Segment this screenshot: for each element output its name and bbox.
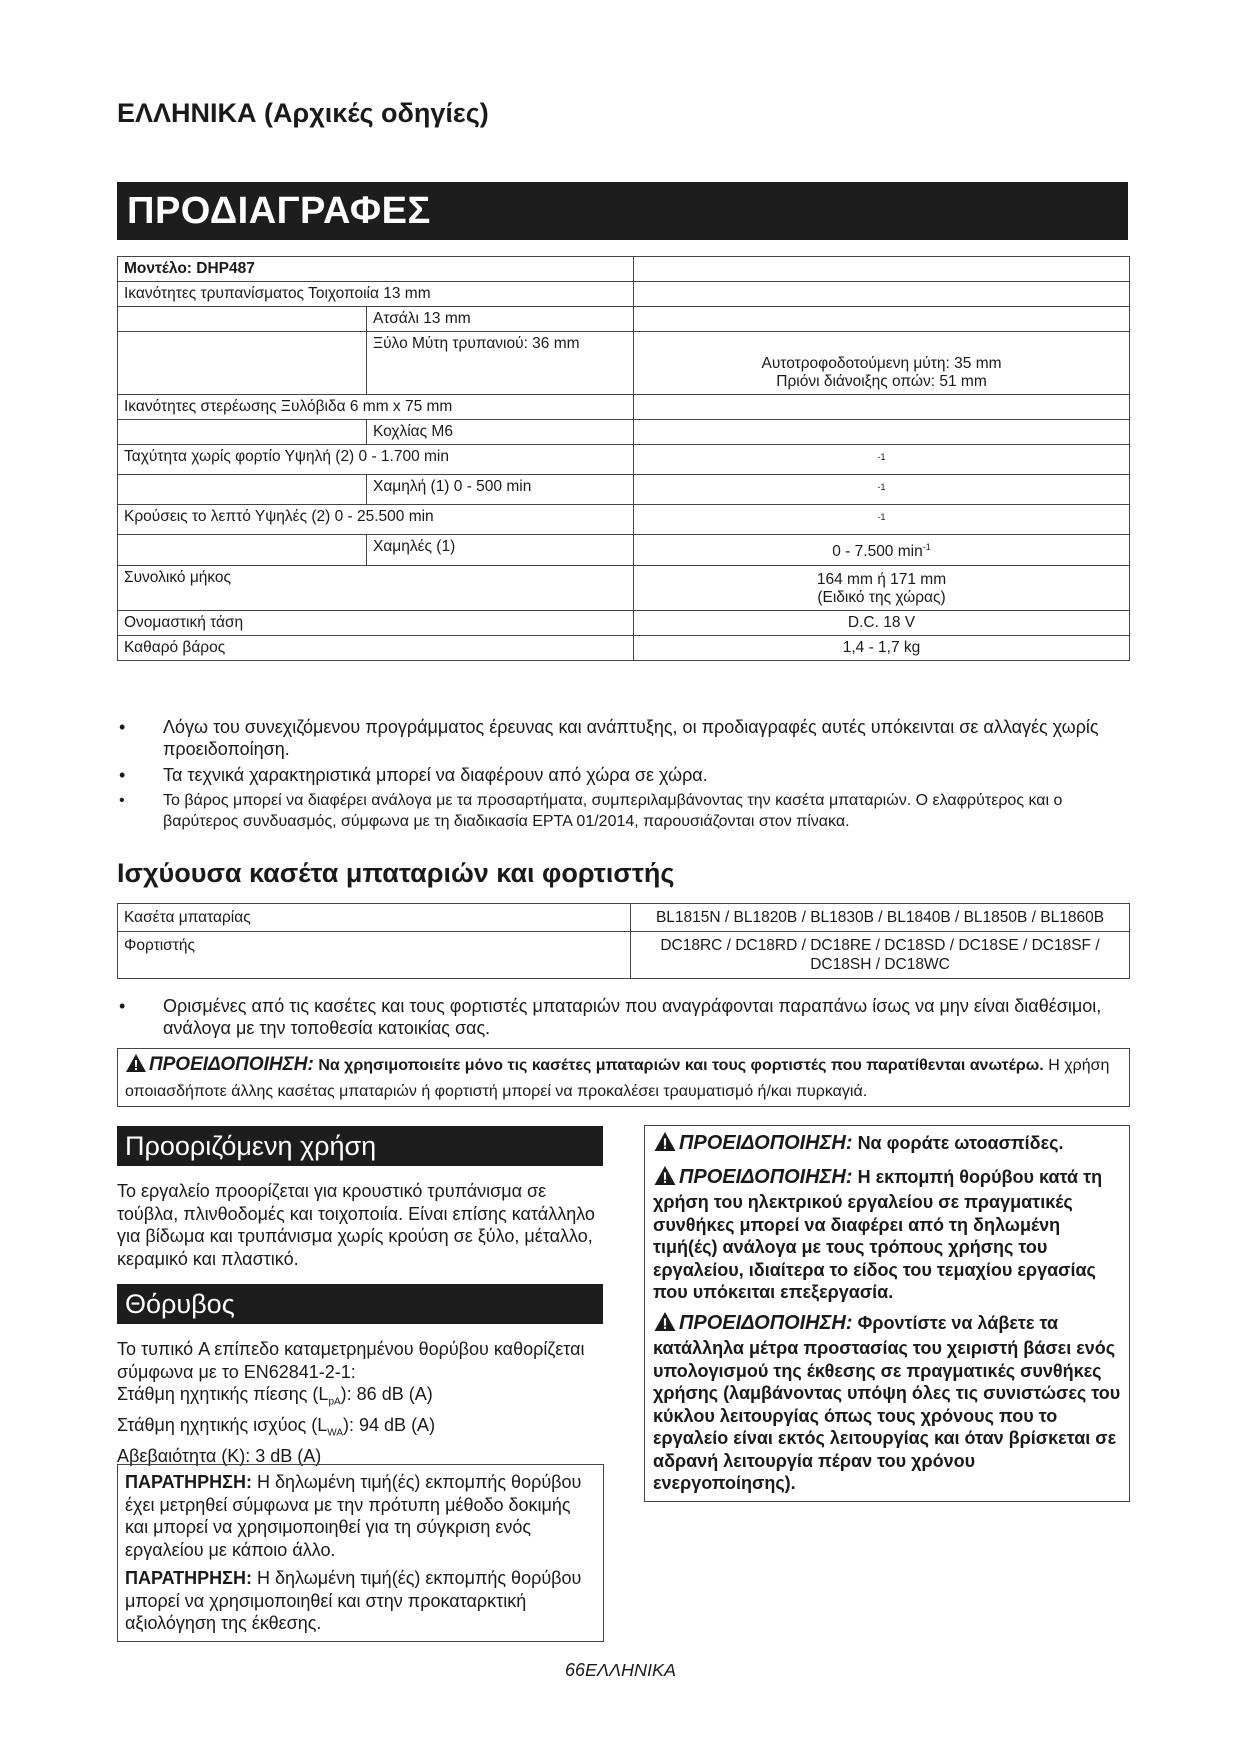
spec-value: 1,4 - 1,7 kg [634, 635, 1130, 660]
bullet-icon: • [119, 792, 125, 809]
table-row [118, 395, 1130, 420]
superscript: -1 [877, 452, 886, 462]
warning-item: ΠΡΟΕΙΔΟΠΟΙΗΣΗ: Φροντίστε να λάβετε τα κατάλληλα μέτρα προστασίας του χειριστή βάσει ενός υπολογισμού της έκθεσης σε πραγματικές συνθήκες χρήσης (λαμβάνοντας υπόψη όλες τις συνιστώσες του κύκλου λειτουργίας όπως τους χρόνους που το εργαλείο είναι εκτός λειτουργίας και όταν βρίσκεται σε αδρανή λειτουργία πέραν του χρόνου ενεργοποίησης). [653, 1311, 1121, 1493]
bullet-icon: • [119, 717, 126, 737]
spec-cell: Κρούσεις το λεπτό Υψηλές (2) 0 - 25.500 min [118, 505, 634, 535]
spec-cell: Ξύλο Μύτη τρυπανιού: 36 mm [367, 332, 634, 395]
table-row [118, 932, 1130, 979]
charger-label: Φορτιστής [118, 932, 631, 979]
spec-cell: Ικανότητες τρυπανίσματος Τοιχοποιία 13 mm [118, 282, 634, 307]
noise-uncertainty: Αβεβαιότητα (K): 3 dB (A) [117, 1446, 322, 1467]
warning-icon [653, 1311, 677, 1338]
spec-cell: Ατσάλι 13 mm [367, 307, 634, 332]
noise-pressure-level: Στάθμη ηχητικής πίεσης $(L_{pA})$: 86 dB (A) [117, 1384, 433, 1408]
spec-value: 0 - 7.500 min [832, 543, 923, 561]
table-row [118, 535, 1130, 565]
table-row [118, 282, 1130, 307]
warning-icon [653, 1165, 677, 1192]
table-row [118, 610, 1130, 635]
table-row [118, 904, 1130, 932]
language-title: ΕΛΛΗΝΙΚΑ (Αρχικές οδηγίες) [117, 98, 489, 128]
spec-cell: Ταχύτητα χωρίς φορτίο Υψηλή (2) 0 - 1.700 min [118, 445, 634, 475]
battery-section-title: Ισχύουσα κασέτα μπαταριών και φορτιστής [117, 858, 675, 888]
warning-item: ΠΡΟΕΙΔΟΠΟΙΗΣΗ: Η εκπομπή θορύβου κατά τη χρήση του ηλεκτρικού εργαλείου σε πραγματικές συνθήκες μπορεί να διαφέρει από τη δηλωμένη τιμή(ές) ανάλογα με τους τρόπους χρήσης του εργαλείου, ιδιαίτερα το είδος του τεμαχίου εργασίας που υπόκειται επεξεργασία. [653, 1165, 1103, 1302]
spec-cell: Χαμηλές (1) [367, 535, 634, 565]
warning-icon [653, 1131, 677, 1158]
list-item: • Τα τεχνικά χαρακτηριστικά μπορεί να διαφέρουν από χώρα σε χώρα. [119, 765, 708, 785]
table-row [118, 332, 1130, 395]
intended-use-text: Το εργαλείο προορίζεται για κρουστικό τρυπάνισμα σε τούβλα, πλινθοδομές και τοιχοποιία. Είναι επίσης κατάλληλο για βίδωμα και τρυπάνισμα χωρίς κρούση σε ξύλο, μέταλλο, κεραμικό και πλαστικό. [117, 1181, 595, 1269]
superscript: -1 [877, 512, 886, 523]
spec-cell: Ικανότητες στερέωσης Ξυλόβιδα 6 mm x 75 mm [118, 395, 634, 420]
warning-icon [125, 1053, 147, 1080]
specifications-banner: ΠΡΟΔΙΑΓΡΑΦΕΣ [117, 182, 1128, 240]
spec-cell: Ονομαστική τάση [118, 610, 634, 635]
availability-notes-list [117, 995, 1130, 1043]
noise-warnings-box [644, 1125, 1130, 1502]
spec-value: (Ειδικό της χώρας) [817, 588, 946, 606]
intended-use-title: Προοριζόμενη χρήση [117, 1126, 603, 1166]
bullet-icon: • [119, 765, 126, 785]
warning-text: Η χρήση οποιασδήποτε άλλης κασέτας μπαταριών ή φορτιστή μπορεί να προκαλέσει τραυματισμό ή/και πυρκαγιά. [125, 1057, 1110, 1100]
table-row [118, 475, 1130, 505]
table-row [118, 635, 1130, 660]
noise-title: Θόρυβος [117, 1284, 603, 1324]
list-item: • Λόγω του συνεχιζόμενου προγράμματος έρευνας και ανάπτυξης, οι προδιαγραφές αυτές υπόκεινται σε αλλαγές χωρίς προειδοποίηση. [119, 717, 1099, 759]
noise-text [117, 1338, 607, 1468]
battery-label: Κασέτα μπαταρίας [118, 904, 631, 932]
list-item: • Το βάρος μπορεί να διαφέρει ανάλογα με τα προσαρτήματα, συμπεριλαμβάνοντας την κασέτα μπαταριών. Ο ελαφρύτερος και ο βαρύτερος συνδυασμός, σύμφωνα με τη διαδικασία EPTA 01/2014, παρουσιάζονται στον πίνακα. [119, 792, 1063, 830]
spec-value: D.C. 18 V [634, 610, 1130, 635]
warning-bold-text: Να χρησιμοποιείτε μόνο τις κασέτες μπαταριών και τους φορτιστές που παρατίθενται ανωτέρω. [318, 1057, 1044, 1074]
spec-cell: Συνολικό μήκος [118, 565, 634, 610]
table-row [118, 307, 1130, 332]
battery-value: BL1815N / BL1820B / BL1830B / BL1840B / BL1850B / BL1860B [631, 904, 1130, 932]
noise-notes-box [117, 1464, 604, 1642]
battery-warning-box [117, 1048, 1130, 1107]
spec-cell: Καθαρό βάρος [118, 635, 634, 660]
model-empty-cell [634, 257, 1130, 282]
model-value: DHP487 [196, 260, 255, 277]
warning-item: ΠΡΟΕΙΔΟΠΟΙΗΣΗ: Να φοράτε ωτοασπίδες. [653, 1131, 1121, 1158]
specifications-table [117, 256, 1130, 661]
page-footer: 66ΕΛΛΗΝΙΚΑ [564, 1660, 677, 1680]
spec-cell: Κοχλίας M6 [367, 420, 634, 445]
battery-table [117, 903, 1130, 979]
table-row [118, 420, 1130, 445]
spec-value: 164 mm ή 171 mm [816, 570, 947, 588]
noise-power-level: Στάθμη ηχητικής ισχύος $(L_{WA})$: 94 dB (A) [117, 1415, 436, 1439]
superscript: -1 [922, 542, 931, 553]
table-row [118, 505, 1130, 535]
spec-notes-list [117, 716, 1130, 836]
table-row [118, 565, 1130, 610]
table-row [118, 445, 1130, 475]
spec-value: Πριόνι διάνοιξης οπών: 51 mm [776, 373, 987, 390]
superscript: -1 [877, 482, 886, 493]
charger-value: DC18RC / DC18RD / DC18RE / DC18SD / DC18SE / DC18SF / DC18SH / DC18WC [631, 932, 1130, 979]
spec-cell: Χαμηλή (1) 0 - 500 min [367, 475, 634, 505]
table-row [118, 257, 1130, 282]
note: ΠΑΡΑΤΗΡΗΣΗ: Η δηλωμένη τιμή(ές) εκπομπής θορύβου μπορεί να χρησιμοποιηθεί και στην προκαταρκτική αξιολόγηση της έκθεσης. [125, 1568, 582, 1633]
note: ΠΑΡΑΤΗΡΗΣΗ: Η δηλωμένη τιμή(ές) εκπομπής θορύβου έχει μετρηθεί σύμφωνα με την πρότυπη μέθοδο δοκιμής και μπορεί να χρησιμοποιηθεί για τη σύγκριση ενός εργαλείου με κάποιο άλλο. [125, 1472, 582, 1560]
bullet-icon: • [119, 996, 126, 1016]
model-label: Μοντέλο: [124, 260, 192, 277]
warning-label: ΠΡΟΕΙΔΟΠΟΙΗΣΗ: [149, 1054, 314, 1075]
spec-value: Αυτοτροφοδοτούμενη μύτη: 35 mm [761, 355, 1002, 372]
model-cell [118, 257, 634, 282]
noise-intro: Το τυπικό A επίπεδο καταμετρημένου θορύβου καθορίζεται σύμφωνα με το EN62841-2-1: [117, 1339, 585, 1382]
list-item: • Ορισμένες από τις κασέτες και τους φορτιστές μπαταριών που αναγράφονται παραπάνω ίσως να μην είναι διαθέσιμοι, ανάλογα με την τοποθεσία κατοικίας σας. [119, 996, 1102, 1038]
